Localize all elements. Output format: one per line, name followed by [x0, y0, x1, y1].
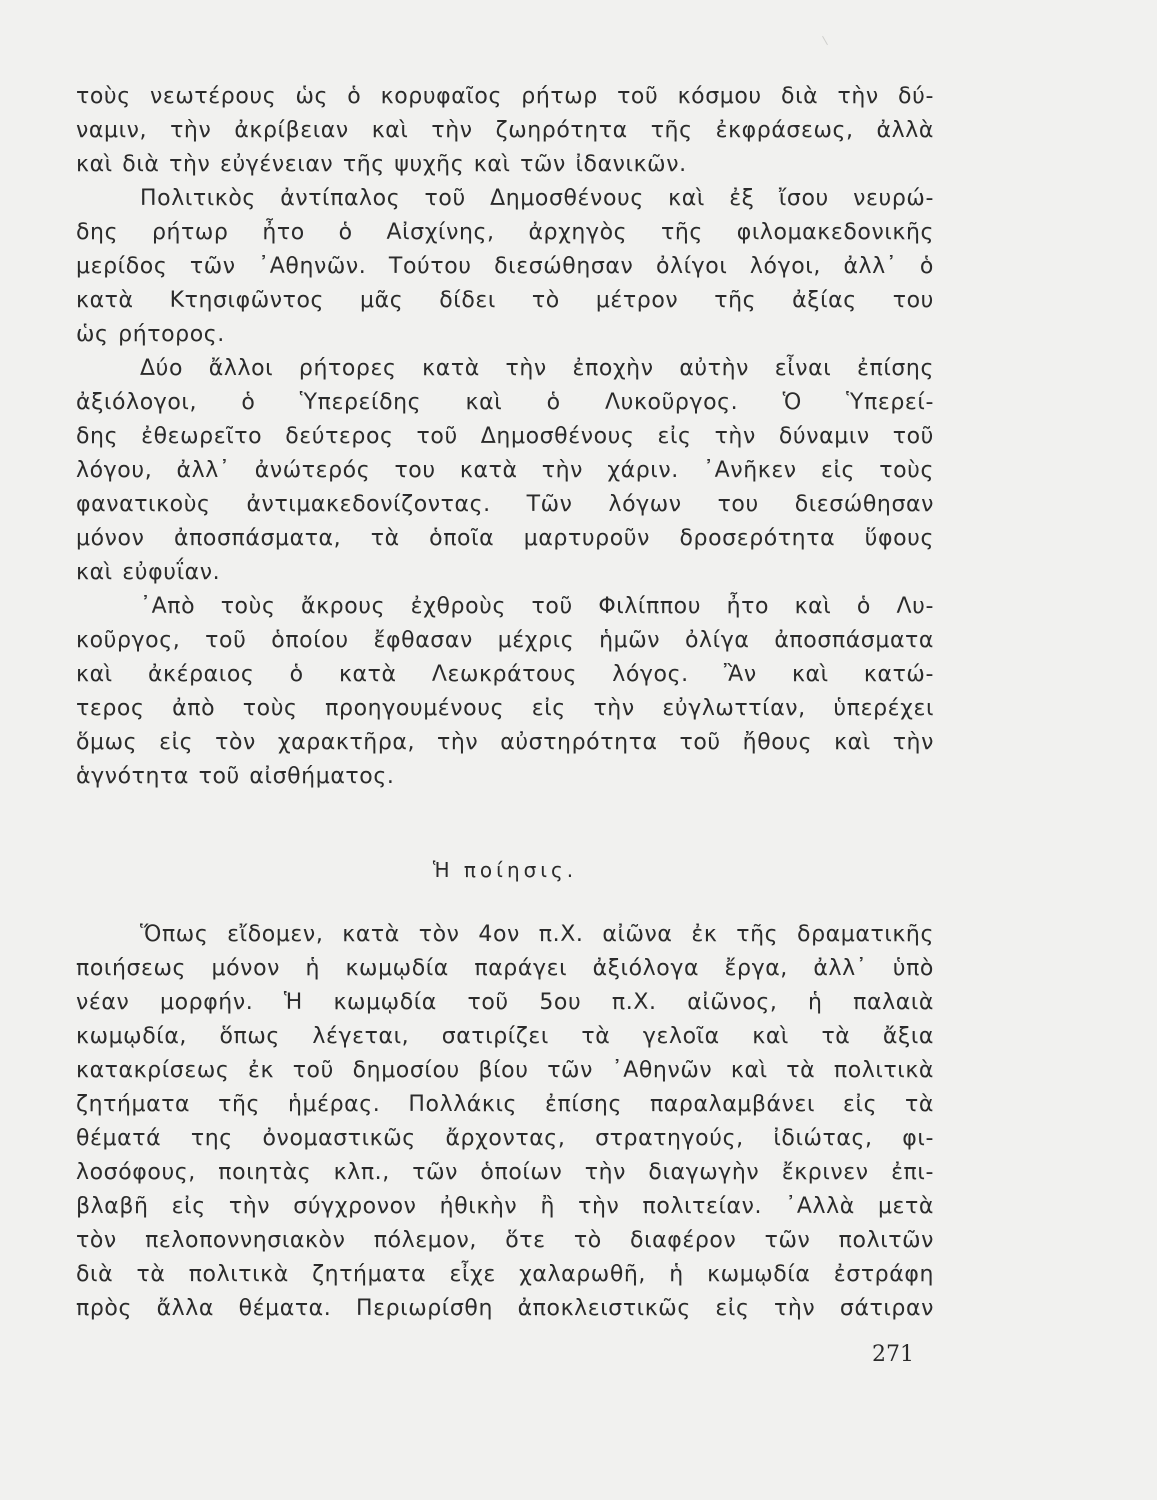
text-line: καὶ εὐφυΐαν. — [76, 560, 221, 585]
text-line: τοὺς νεωτέρους ὡς ὁ κορυφαῖος ρήτωρ τοῦ κόσμου διὰ τὴν δύ- — [76, 84, 934, 109]
text-line: τὸν πελοποννησιακὸν πόλεμον, ὅτε τὸ διαφέρον τῶν πολιτῶν — [76, 1228, 934, 1253]
text-line: καὶ ἀκέραιος ὁ κατὰ Λεωκράτους λόγος. Ἂν καὶ κατώ- — [76, 662, 934, 687]
text-line: μόνον ἀποσπάσματα, τὰ ὁποῖα μαρτυροῦν δροσερότητα ὕφους — [76, 526, 934, 551]
text-line: δης ἐθεωρεῖτο δεύτερος τοῦ Δημοσθένους εἰς τὴν δύναμιν τοῦ — [76, 424, 934, 449]
text-line: ποιήσεως μόνον ἡ κωμῳδία παράγει ἀξιόλογα ἔργα, ἀλλ᾿ ὑπὸ — [76, 956, 934, 981]
text-line: μερίδος τῶν ᾿Αθηνῶν. Τούτου διεσώθησαν ὀλίγοι λόγοι, ἀλλ᾿ ὁ — [76, 254, 934, 279]
text-line: ζητήματα τῆς ἡμέρας. Πολλάκις ἐπίσης παραλαμβάνει εἰς τὰ — [76, 1092, 934, 1117]
paragraph-rhetoric-intro — [76, 80, 934, 182]
text-line: φανατικοὺς ἀντιμακεδονίζοντας. Τῶν λόγων του διεσώθησαν — [76, 492, 934, 517]
text-line: ἁγνότητα τοῦ αἰσθήματος. — [76, 764, 395, 789]
text-line: τερος ἀπὸ τοὺς προηγουμένους εἰς τὴν εὐγλωττίαν, ὑπερέχει — [76, 696, 934, 721]
text-line: θέματά της ὀνομαστικῶς ἄρχοντας, στρατηγούς, ἰδιώτας, φι- — [76, 1126, 934, 1151]
text-line: Πολιτικὸς ἀντίπαλος τοῦ Δημοσθένους καὶ ἐξ ἴσου νευρώ- — [140, 186, 934, 211]
text-line: κοῦργος, τοῦ ὁποίου ἔφθασαν μέχρις ἡμῶν ὀλίγα ἀποσπάσματα — [76, 628, 934, 653]
text-line: ὡς ρήτορος. — [76, 322, 225, 347]
scan-mark — [822, 36, 828, 45]
paragraph-comedy — [76, 918, 934, 1326]
text-line: Ὅπως εἴδομεν, κατὰ τὸν 4ον π.Χ. αἰῶνα ἐκ τῆς δραματικῆς — [140, 922, 934, 947]
text-line: ναμιν, τὴν ἀκρίβειαν καὶ τὴν ζωηρότητα τῆς ἐκφράσεως, ἀλλὰ — [76, 118, 934, 143]
page-body — [76, 80, 934, 1326]
text-line: λόγου, ἀλλ᾿ ἀνώτερός του κατὰ τὴν χάριν. ᾿Ανῆκεν εἰς τοὺς — [76, 458, 934, 483]
paragraph-aeschines — [76, 182, 934, 352]
page-number: 271 — [872, 1342, 914, 1367]
text-line: λοσόφους, ποιητὰς κλπ., τῶν ὁποίων τὴν διαγωγὴν ἔκρινεν ἐπι- — [76, 1160, 934, 1185]
text-line: καὶ διὰ τὴν εὐγένειαν τῆς ψυχῆς καὶ τῶν ἰδανικῶν. — [76, 152, 687, 177]
text-line: κατὰ Κτησιφῶντος μᾶς δίδει τὸ μέτρον τῆς ἀξίας του — [76, 288, 934, 313]
text-line: Δύο ἄλλοι ρήτορες κατὰ τὴν ἐποχὴν αὐτὴν εἶναι ἐπίσης — [140, 356, 934, 381]
text-line: διὰ τὰ πολιτικὰ ζητήματα εἶχε χαλαρωθῆ, ἡ κωμῳδία ἐστράφη — [76, 1262, 934, 1287]
text-line: πρὸς ἄλλα θέματα. Περιωρίσθη ἀποκλειστικῶς εἰς τὴν σάτιραν — [76, 1296, 934, 1321]
text-line: βλαβῆ εἰς τὴν σύγχρονον ἠθικὴν ἢ τὴν πολιτείαν. ᾿Αλλὰ μετὰ — [76, 1194, 934, 1219]
section-heading: Ἡ ποίησις. — [432, 858, 578, 882]
paragraph-hyperides — [76, 352, 934, 590]
text-line: κωμῳδία, ὅπως λέγεται, σατιρίζει τὰ γελοῖα καὶ τὰ ἄξια — [76, 1024, 934, 1049]
text-line: ὅμως εἰς τὸν χαρακτῆρα, τὴν αὐστηρότητα τοῦ ἤθους καὶ τὴν — [76, 730, 934, 755]
text-line: ᾿Απὸ τοὺς ἄκρους ἐχθροὺς τοῦ Φιλίππου ἦτο καὶ ὁ Λυ- — [140, 594, 934, 619]
text-line: δης ρήτωρ ἦτο ὁ Αἰσχίνης, ἀρχηγὸς τῆς φιλομακεδονικῆς — [76, 220, 934, 245]
text-line: νέαν μορφήν. Ἡ κωμῳδία τοῦ 5ου π.Χ. αἰῶνος, ἡ παλαιὰ — [76, 990, 934, 1015]
text-line: ἀξιόλογοι, ὁ Ὑπερείδης καὶ ὁ Λυκοῦργος. Ὁ Ὑπερεί- — [76, 390, 934, 415]
paragraph-lycurgus — [76, 590, 934, 794]
text-line: κατακρίσεως ἐκ τοῦ δημοσίου βίου τῶν ᾿Αθηνῶν καὶ τὰ πολιτικὰ — [76, 1058, 934, 1083]
